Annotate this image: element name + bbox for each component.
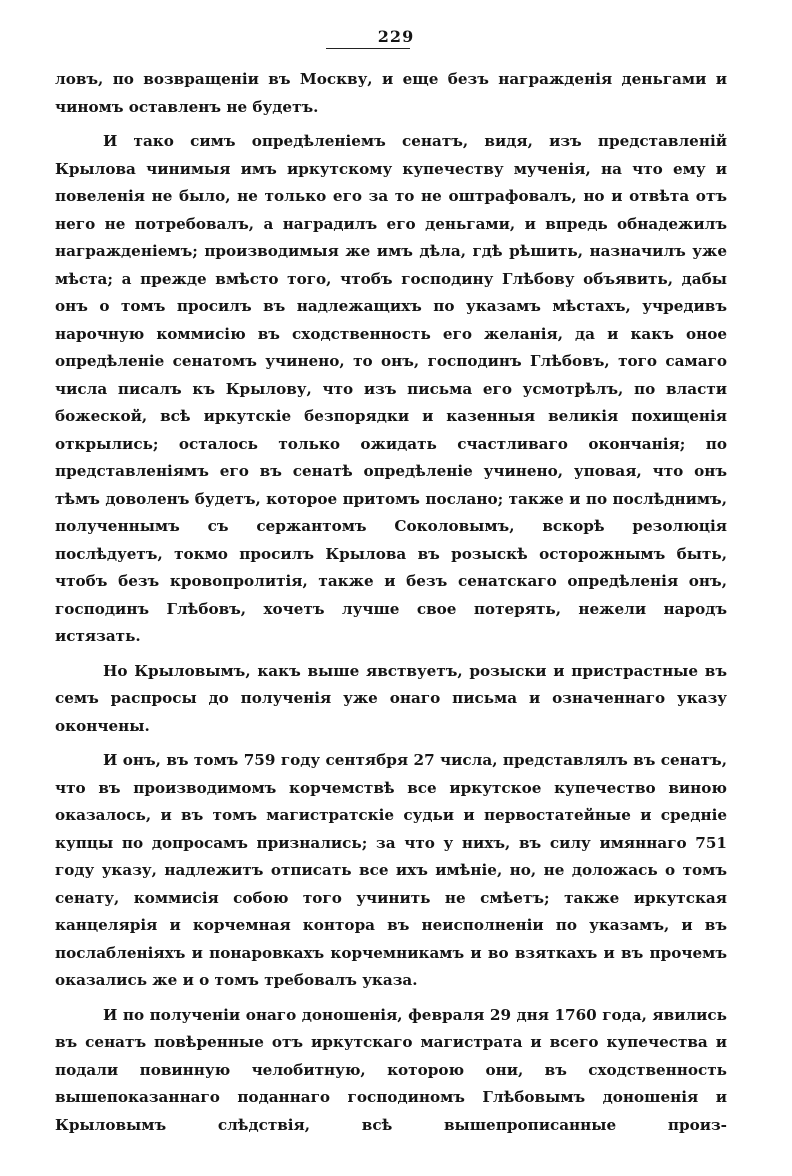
page-number-underline bbox=[326, 48, 410, 49]
paragraph-continues-next-page: И по полученіи онаго доношенія, февраля 29 дня 1760 года, явились въ сенатъ повѣренные отъ иркутскаго магистрата и всего купечества и подали повинную челобитную, которою они, въ сходственность вышепоказаннаго поданнаго господиномъ Глѣбовымъ доношенія и Крыловымъ слѣдствія, всѣ вышепрописанные произ- bbox=[55, 1005, 727, 1134]
paragraph: И тако симъ опредѣленіемъ сенатъ, видя, изъ представленій Крылова чинимыя имъ иркутскому купечеству мученія, на что ему и повеленія не было, не только его за то не оштрафовалъ, но и отвѣта отъ него не потребовалъ, а наградилъ его деньгами, и впредь обнадежилъ награжденіемъ; производимыя же имъ дѣла, гдѣ рѣшить, назначилъ уже мѣста; а прежде вмѣсто того, чтобъ господину Глѣбову объявить, дабы онъ о томъ просилъ въ надлежащихъ по указамъ мѣстахъ, учредивъ нарочную коммисію въ сходственность его желанія, да и какъ оное опредѣленіе сенатомъ учинено, то онъ, господинъ Глѣбовъ, того самаго числа писалъ къ Крылову, что изъ письма его усмотрѣлъ, по власти божеской, всѣ иркутскіе безпорядки и казенныя великія похищенія открылись; осталось только ожидать счастливаго окончанія; по представленіямъ его въ сенатѣ опредѣленіе учинено, уповая, что онъ тѣмъ доволенъ будетъ, которое притомъ послано; также и по послѣднимъ, полученнымъ съ сержантомъ Соколовымъ, вскорѣ резолюція послѣдуетъ, токмо просилъ Крылова въ розыскѣ осторожнымъ быть, чтобъ безъ кровопролитія, также и безъ сенатскаго опредѣленія онъ, господинъ Глѣбовъ, хочетъ лучше свое потерять, нежели народъ истязать. bbox=[55, 132, 727, 645]
paragraph-continuation: ловъ, по возвращеніи въ Москву, и еще безъ награжденія деньгами и чиномъ оставленъ не будетъ. bbox=[55, 70, 727, 116]
paragraph: И онъ, въ томъ 759 году сентября 27 числа, представлялъ въ сенатъ, что въ производимомъ корчемствѣ все иркутское купечество виною оказалось, и въ томъ магистратскіе судьи и первостатейные и средніе купцы по допросамъ признались; за что у нихъ, въ силу имяннаго 751 году указу, надлежитъ отписать все ихъ имѣніе, но, не доложась о томъ сенату, коммисія собою того учинить не смѣетъ; также иркутская канцелярія и корчемная контора въ неисполненіи по указамъ, и въ послабленіяхъ и понаровкахъ корчемникамъ и во взяткахъ и въ прочемъ оказались же и о томъ требовалъ указа. bbox=[55, 751, 727, 989]
paragraph: Но Крыловымъ, какъ выше явствуетъ, розыски и пристрастные въ семъ распросы до полученія уже онаго письма и означеннаго указу окончены. bbox=[55, 661, 727, 735]
page-body bbox=[55, 66, 727, 1139]
page-number: 229 bbox=[377, 27, 415, 46]
